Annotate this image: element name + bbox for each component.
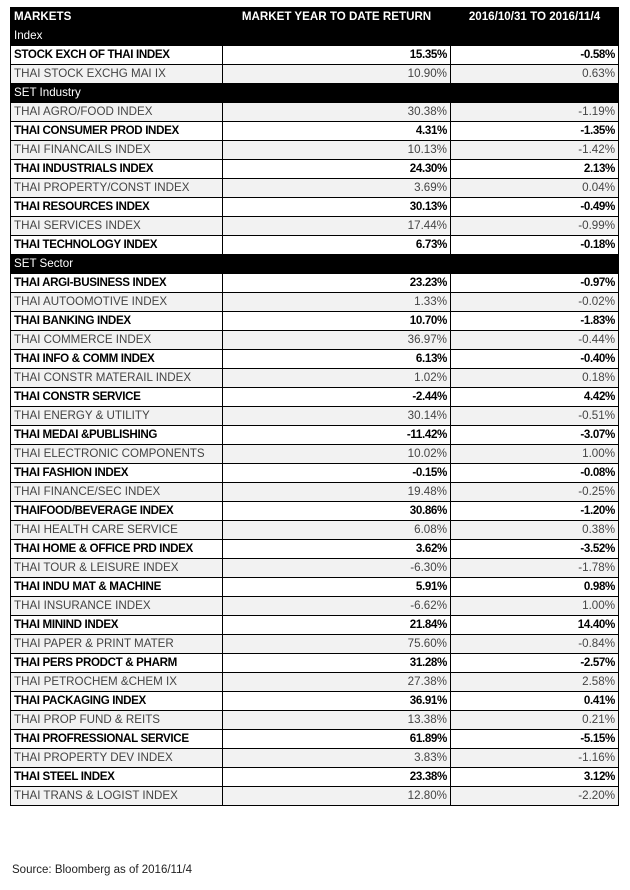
market-name-cell: THAI FINANCAILS INDEX xyxy=(11,141,223,160)
market-name-cell: THAI PROP FUND & REITS xyxy=(11,711,223,730)
ytd-return-cell: 31.28% xyxy=(223,654,451,673)
table-row xyxy=(11,331,619,350)
table-row xyxy=(11,46,619,65)
market-name-cell: STOCK EXCH OF THAI INDEX xyxy=(11,46,223,65)
ytd-return-cell: 5.91% xyxy=(223,578,451,597)
market-name-cell: THAI INSURANCE INDEX xyxy=(11,597,223,616)
ytd-return-cell: 19.48% xyxy=(223,483,451,502)
week-return-cell: 1.00% xyxy=(451,597,619,616)
week-return-cell: -3.52% xyxy=(451,540,619,559)
table-row xyxy=(11,198,619,217)
ytd-return-cell: -2.44% xyxy=(223,388,451,407)
week-return-cell: -0.25% xyxy=(451,483,619,502)
week-return-cell: 0.41% xyxy=(451,692,619,711)
ytd-return-cell: 23.38% xyxy=(223,768,451,787)
market-name-cell: THAI FINANCE/SEC INDEX xyxy=(11,483,223,502)
ytd-return-cell: 1.33% xyxy=(223,293,451,312)
ytd-return-cell: -11.42% xyxy=(223,426,451,445)
week-return-cell: -0.58% xyxy=(451,46,619,65)
section-title: Index xyxy=(11,27,619,46)
week-return-cell: 0.04% xyxy=(451,179,619,198)
ytd-return-cell: 30.86% xyxy=(223,502,451,521)
table-row xyxy=(11,502,619,521)
market-name-cell: THAI COMMERCE INDEX xyxy=(11,331,223,350)
week-return-cell: -1.78% xyxy=(451,559,619,578)
ytd-return-cell: 17.44% xyxy=(223,217,451,236)
section-header-row xyxy=(11,84,619,103)
header-week-range: 2016/10/31 TO 2016/11/4 xyxy=(451,8,619,27)
ytd-return-cell: 10.13% xyxy=(223,141,451,160)
table-row xyxy=(11,122,619,141)
market-name-cell: THAI RESOURCES INDEX xyxy=(11,198,223,217)
market-name-cell: THAI MININD INDEX xyxy=(11,616,223,635)
table-row xyxy=(11,540,619,559)
market-name-cell: THAI CONSTR SERVICE xyxy=(11,388,223,407)
week-return-cell: -0.02% xyxy=(451,293,619,312)
section-header-row xyxy=(11,255,619,274)
table-row xyxy=(11,407,619,426)
ytd-return-cell: 4.31% xyxy=(223,122,451,141)
week-return-cell: -1.35% xyxy=(451,122,619,141)
table-row xyxy=(11,578,619,597)
section-header-row xyxy=(11,27,619,46)
ytd-return-cell: 30.38% xyxy=(223,103,451,122)
table-row xyxy=(11,350,619,369)
ytd-return-cell: 36.97% xyxy=(223,331,451,350)
ytd-return-cell: 23.23% xyxy=(223,274,451,293)
table-row xyxy=(11,293,619,312)
market-name-cell: THAI PROPERTY/CONST INDEX xyxy=(11,179,223,198)
ytd-return-cell: -6.30% xyxy=(223,559,451,578)
table-row xyxy=(11,445,619,464)
table-row xyxy=(11,692,619,711)
table-row xyxy=(11,103,619,122)
table-row xyxy=(11,787,619,806)
week-return-cell: -5.15% xyxy=(451,730,619,749)
ytd-return-cell: 3.62% xyxy=(223,540,451,559)
table-row xyxy=(11,483,619,502)
header-ytd-return: MARKET YEAR TO DATE RETURN xyxy=(223,8,451,27)
market-name-cell: THAI INFO & COMM INDEX xyxy=(11,350,223,369)
market-name-cell: THAI STEEL INDEX xyxy=(11,768,223,787)
section-title: SET Sector xyxy=(11,255,619,274)
market-name-cell: THAI ARGI-BUSINESS INDEX xyxy=(11,274,223,293)
ytd-return-cell: 6.73% xyxy=(223,236,451,255)
table-row xyxy=(11,179,619,198)
week-return-cell: 2.58% xyxy=(451,673,619,692)
market-name-cell: THAI HEALTH CARE SERVICE xyxy=(11,521,223,540)
header-row xyxy=(11,8,619,27)
ytd-return-cell: 30.14% xyxy=(223,407,451,426)
table-body xyxy=(11,8,619,806)
market-name-cell: THAI TOUR & LEISURE INDEX xyxy=(11,559,223,578)
week-return-cell: 0.38% xyxy=(451,521,619,540)
table-row xyxy=(11,749,619,768)
table-row xyxy=(11,635,619,654)
ytd-return-cell: 27.38% xyxy=(223,673,451,692)
table-row xyxy=(11,730,619,749)
source-note: Source: Bloomberg as of 2016/11/4 xyxy=(12,864,193,876)
market-name-cell: THAI ELECTRONIC COMPONENTS xyxy=(11,445,223,464)
table-row xyxy=(11,369,619,388)
ytd-return-cell: 6.08% xyxy=(223,521,451,540)
market-name-cell: THAI PROFRESSIONAL SERVICE xyxy=(11,730,223,749)
week-return-cell: -0.99% xyxy=(451,217,619,236)
week-return-cell: -0.44% xyxy=(451,331,619,350)
ytd-return-cell: 75.60% xyxy=(223,635,451,654)
market-name-cell: THAIFOOD/BEVERAGE INDEX xyxy=(11,502,223,521)
table-row xyxy=(11,65,619,84)
market-name-cell: THAI PERS PRODCT & PHARM xyxy=(11,654,223,673)
ytd-return-cell: 24.30% xyxy=(223,160,451,179)
table-row xyxy=(11,559,619,578)
ytd-return-cell: 30.13% xyxy=(223,198,451,217)
week-return-cell: -0.97% xyxy=(451,274,619,293)
week-return-cell: -2.57% xyxy=(451,654,619,673)
market-name-cell: THAI PROPERTY DEV INDEX xyxy=(11,749,223,768)
market-name-cell: THAI TECHNOLOGY INDEX xyxy=(11,236,223,255)
ytd-return-cell: 12.80% xyxy=(223,787,451,806)
ytd-return-cell: 6.13% xyxy=(223,350,451,369)
week-return-cell: 4.42% xyxy=(451,388,619,407)
week-return-cell: 1.00% xyxy=(451,445,619,464)
table-row xyxy=(11,388,619,407)
week-return-cell: -1.16% xyxy=(451,749,619,768)
market-name-cell: THAI MEDAI &PUBLISHING xyxy=(11,426,223,445)
market-name-cell: THAI INDUSTRIALS INDEX xyxy=(11,160,223,179)
table-row xyxy=(11,141,619,160)
table-row xyxy=(11,312,619,331)
week-return-cell: -2.20% xyxy=(451,787,619,806)
table-row xyxy=(11,274,619,293)
market-returns-table xyxy=(10,7,619,806)
week-return-cell: 14.40% xyxy=(451,616,619,635)
week-return-cell: -0.51% xyxy=(451,407,619,426)
market-name-cell: THAI AGRO/FOOD INDEX xyxy=(11,103,223,122)
ytd-return-cell: 15.35% xyxy=(223,46,451,65)
table-row xyxy=(11,217,619,236)
market-name-cell: THAI BANKING INDEX xyxy=(11,312,223,331)
table-row xyxy=(11,768,619,787)
table-row xyxy=(11,160,619,179)
ytd-return-cell: 13.38% xyxy=(223,711,451,730)
table-row xyxy=(11,616,619,635)
week-return-cell: 0.63% xyxy=(451,65,619,84)
ytd-return-cell: 1.02% xyxy=(223,369,451,388)
week-return-cell: 0.98% xyxy=(451,578,619,597)
market-name-cell: THAI AUTOOMOTIVE INDEX xyxy=(11,293,223,312)
week-return-cell: 2.13% xyxy=(451,160,619,179)
table-row xyxy=(11,426,619,445)
market-name-cell: THAI CONSUMER PROD INDEX xyxy=(11,122,223,141)
table-row xyxy=(11,236,619,255)
ytd-return-cell: 10.02% xyxy=(223,445,451,464)
ytd-return-cell: -6.62% xyxy=(223,597,451,616)
week-return-cell: -1.42% xyxy=(451,141,619,160)
market-name-cell: THAI HOME & OFFICE PRD INDEX xyxy=(11,540,223,559)
section-title: SET Industry xyxy=(11,84,619,103)
table-row xyxy=(11,464,619,483)
market-name-cell: THAI INDU MAT & MACHINE xyxy=(11,578,223,597)
market-name-cell: THAI ENERGY & UTILITY xyxy=(11,407,223,426)
ytd-return-cell: 61.89% xyxy=(223,730,451,749)
market-name-cell: THAI STOCK EXCHG MAI IX xyxy=(11,65,223,84)
week-return-cell: -1.83% xyxy=(451,312,619,331)
market-name-cell: THAI PACKAGING INDEX xyxy=(11,692,223,711)
header-markets: MARKETS xyxy=(11,8,223,27)
market-name-cell: THAI CONSTR MATERAIL INDEX xyxy=(11,369,223,388)
week-return-cell: -0.40% xyxy=(451,350,619,369)
ytd-return-cell: 3.83% xyxy=(223,749,451,768)
ytd-return-cell: -0.15% xyxy=(223,464,451,483)
week-return-cell: 3.12% xyxy=(451,768,619,787)
table-row xyxy=(11,521,619,540)
ytd-return-cell: 36.91% xyxy=(223,692,451,711)
market-name-cell: THAI TRANS & LOGIST INDEX xyxy=(11,787,223,806)
ytd-return-cell: 10.90% xyxy=(223,65,451,84)
market-name-cell: THAI PAPER & PRINT MATER xyxy=(11,635,223,654)
table-row xyxy=(11,673,619,692)
ytd-return-cell: 21.84% xyxy=(223,616,451,635)
table-row xyxy=(11,597,619,616)
week-return-cell: -0.84% xyxy=(451,635,619,654)
week-return-cell: -0.08% xyxy=(451,464,619,483)
market-name-cell: THAI PETROCHEM &CHEM IX xyxy=(11,673,223,692)
week-return-cell: -0.18% xyxy=(451,236,619,255)
week-return-cell: 0.21% xyxy=(451,711,619,730)
week-return-cell: -3.07% xyxy=(451,426,619,445)
week-return-cell: -1.19% xyxy=(451,103,619,122)
week-return-cell: 0.18% xyxy=(451,369,619,388)
market-name-cell: THAI FASHION INDEX xyxy=(11,464,223,483)
table-row xyxy=(11,711,619,730)
week-return-cell: -1.20% xyxy=(451,502,619,521)
ytd-return-cell: 3.69% xyxy=(223,179,451,198)
ytd-return-cell: 10.70% xyxy=(223,312,451,331)
week-return-cell: -0.49% xyxy=(451,198,619,217)
table-row xyxy=(11,654,619,673)
market-name-cell: THAI SERVICES INDEX xyxy=(11,217,223,236)
